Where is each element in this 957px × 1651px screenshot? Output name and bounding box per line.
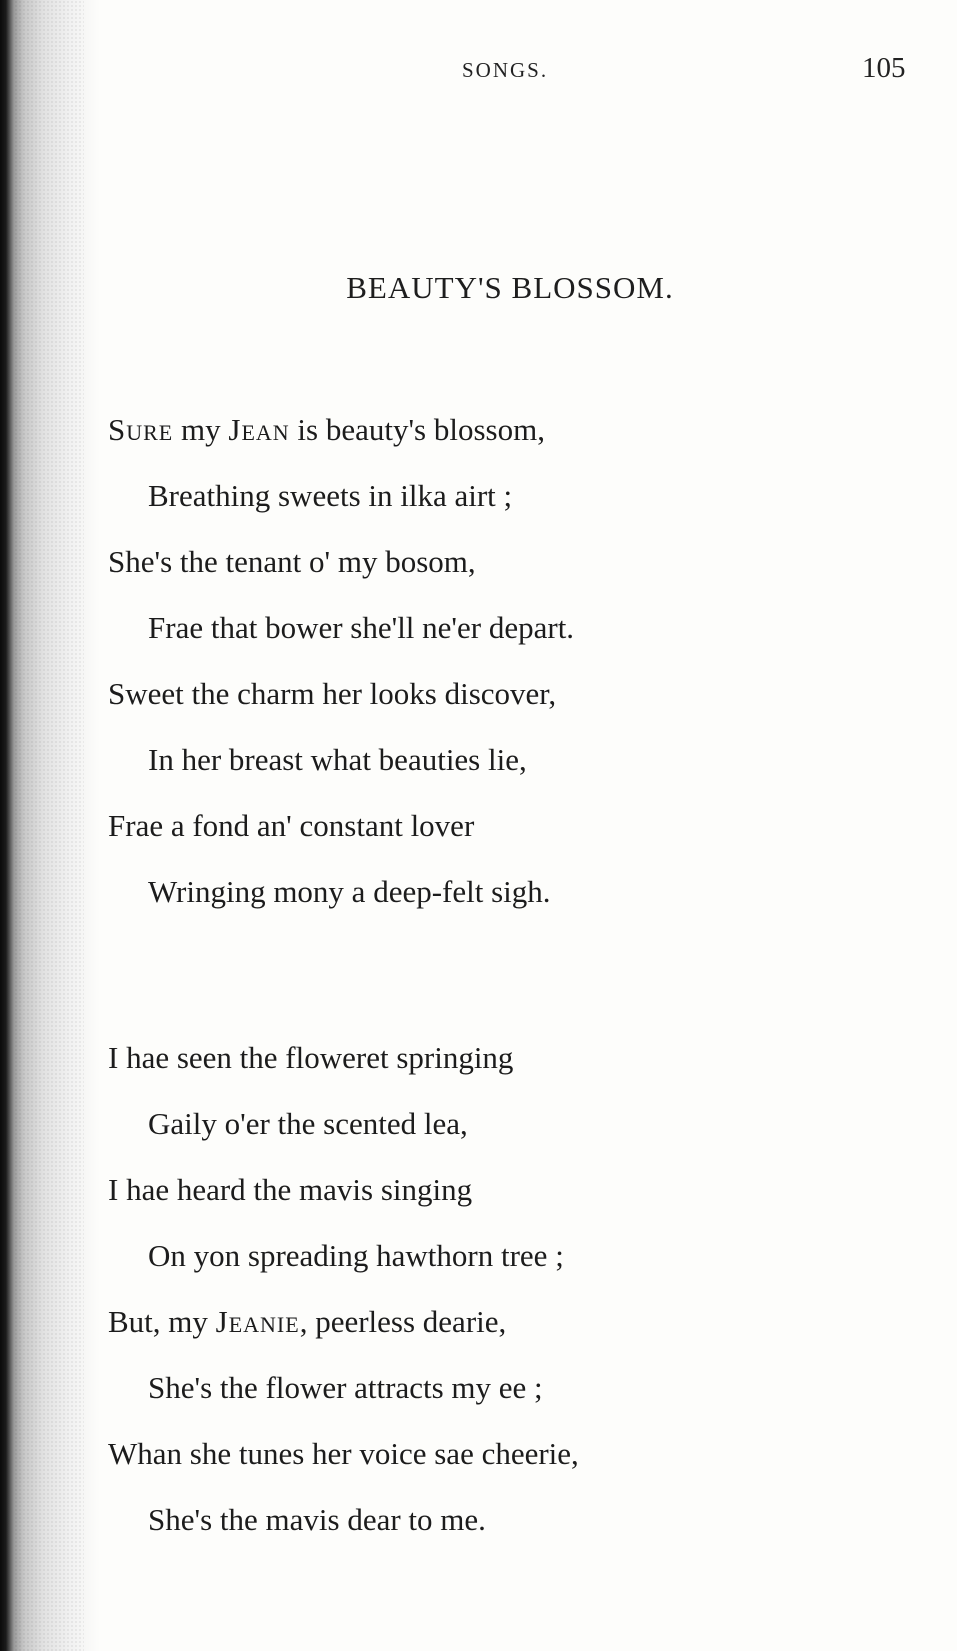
stanza-2 (108, 1038, 908, 1566)
poem-line: She's the tenant o' my bosom, (108, 544, 476, 579)
poem-title: BEAUTY'S BLOSSOM. (346, 270, 674, 305)
poem-line: Sweet the charm her looks discover, (108, 676, 557, 711)
name-jeanie: Jeanie (215, 1304, 300, 1339)
name-jean: Jean (228, 412, 290, 447)
poem-line: Breathing sweets in ilka airt ; (148, 478, 513, 513)
poem-line: Gaily o'er the scented lea, (148, 1106, 468, 1141)
stanza-1 (108, 410, 908, 938)
drop-word: Sure (108, 412, 174, 447)
poem-line: On yon spreading hawthorn tree ; (148, 1238, 564, 1273)
poem-line: I hae heard the mavis singing (108, 1172, 473, 1207)
poem-line: She's the mavis dear to me. (148, 1502, 486, 1537)
poem-line (108, 410, 908, 476)
running-head (0, 52, 957, 88)
line-fragment: my (173, 412, 229, 447)
page-number: 105 (862, 52, 906, 84)
line-fragment: But, my (108, 1304, 216, 1339)
poem-line: She's the flower attracts my ee ; (148, 1370, 543, 1405)
poem-line (108, 1302, 908, 1368)
poem-line: Frae a fond an' constant lover (108, 808, 475, 843)
poem-line: I hae seen the floweret springing (108, 1040, 514, 1075)
line-fragment: , peerless dearie, (299, 1304, 507, 1339)
poem-line: In her breast what beauties lie, (148, 742, 527, 777)
line-fragment: is beauty's blossom, (289, 412, 545, 447)
poem-line: Wringing mony a deep-felt sigh. (148, 874, 551, 909)
binding-gutter (0, 0, 100, 1651)
poem-line: Frae that bower she'll ne'er depart. (148, 610, 575, 645)
running-title: SONGS. (462, 58, 549, 82)
poem-line: Whan she tunes her voice sae cheerie, (108, 1436, 579, 1471)
